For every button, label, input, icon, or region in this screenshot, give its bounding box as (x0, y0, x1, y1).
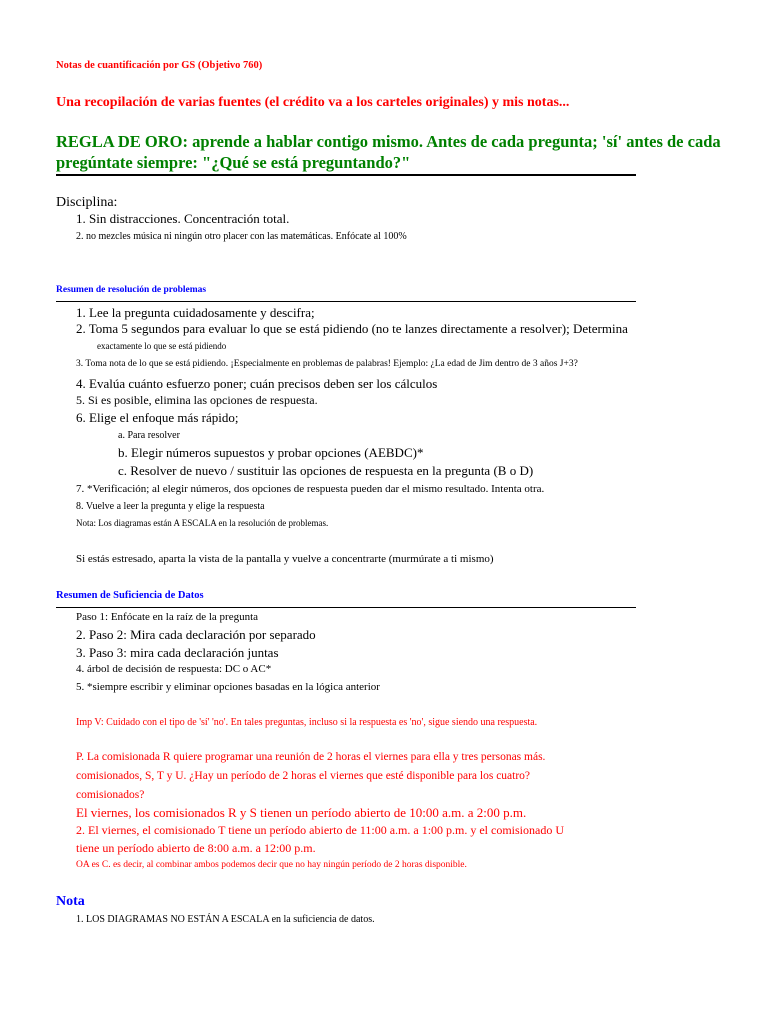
problem-line: comisionados? (76, 789, 145, 801)
discipline-item: 1. Sin distracciones. Concentración total. (76, 211, 290, 226)
problem-solving-subitem: c. Resolver de nuevo / sustituir las opciones de respuesta en la pregunta (B o D) (118, 463, 534, 478)
data-sufficiency-divider (56, 607, 636, 608)
problem-solving-note: Nota: Los diagramas están A ESCALA en la resolución de problemas. (76, 518, 329, 528)
data-sufficiency-heading: Resumen de Suficiencia de Datos (56, 590, 204, 601)
problem-solving-item: 8. Vuelve a leer la pregunta y elige la respuesta (76, 501, 265, 512)
problem-solving-item: 6. Elige el enfoque más rápido; (76, 410, 239, 425)
data-sufficiency-item: 4. árbol de decisión de respuesta: DC o AC* (76, 663, 272, 675)
problem-line: P. La comisionada R quiere programar una reunión de 2 horas el viernes para ella y tres personas más. (76, 751, 546, 763)
header-divider (56, 174, 636, 176)
problem-solving-subitem: b. Elegir números supuestos y probar opciones (AEBDC)* (118, 445, 424, 460)
problem-solving-divider (56, 301, 636, 302)
problem-solving-item-continuation: exactamente lo que se está pidiendo (97, 341, 227, 351)
problem-solving-item: 4. Evalúa cuánto esfuerzo poner; cuán precisos deben ser los cálculos (76, 376, 438, 391)
data-sufficiency-item: 2. Paso 2: Mira cada declaración por separado (76, 627, 316, 642)
problem-solving-item: 3. Toma nota de lo que se está pidiendo. ¡Especialmente en problemas de palabras! Ejemplo: ¿La edad de Jim dentro de 3 años J+3? (76, 359, 578, 369)
data-sufficiency-item: Paso 1: Enfócate en la raíz de la pregunta (76, 611, 259, 623)
small-title: Notas de cuantificación por GS (Objetivo 760) (56, 60, 263, 71)
statement-2: 2. El viernes, el comisionado T tiene un período abierto de 11:00 a.m. a 1:00 p.m. y el comisionado U (76, 823, 565, 837)
statement-2-continuation: tiene un período abierto de 8:00 a.m. a 12:00 p.m. (76, 841, 316, 855)
golden-rule-line-1: REGLA DE ORO: aprende a hablar contigo mismo. Antes de cada pregunta; 'sí' antes de cada (56, 132, 721, 151)
problem-solving-subitem: a. Para resolver (118, 430, 180, 441)
nota-item: 1. LOS DIAGRAMAS NO ESTÁN A ESCALA en la suficiencia de datos. (76, 914, 375, 925)
official-answer: OA es C. es decir, al combinar ambos podemos decir que no hay ningún período de 2 horas disponible. (76, 860, 467, 870)
problem-solving-item: 2. Toma 5 segundos para evaluar lo que se está pidiendo (no te lanzes directamente a resolver); Determina (76, 321, 628, 336)
problem-solving-item: 1. Lee la pregunta cuidadosamente y descifra; (76, 305, 315, 320)
nota-heading: Nota (56, 894, 85, 909)
data-sufficiency-item: 3. Paso 3: mira cada declaración juntas (76, 645, 279, 660)
golden-rule-line-2: pregúntate siempre: "¿Qué se está preguntando?" (56, 153, 411, 172)
discipline-heading: Disciplina: (56, 195, 118, 210)
stress-note: Si estás estresado, aparta la vista de la pantalla y vuelve a concentrarte (murmúrate a ti mismo) (76, 553, 494, 565)
compilation-line: Una recopilación de varias fuentes (el crédito va a los carteles originales) y mis notas... (56, 95, 570, 110)
data-sufficiency-item: 5. *siempre escribir y eliminar opciones basadas en la lógica anterior (76, 681, 380, 693)
problem-solving-heading: Resumen de resolución de problemas (56, 285, 207, 295)
statement-1: El viernes, los comisionados R y S tienen un período abierto de 10:00 a.m. a 2:00 p.m. (76, 805, 527, 820)
important-note: Imp V: Cuidado con el tipo de 'sí' 'no'. En tales preguntas, incluso si la respuesta es 'no', sigue siendo una respuesta. (76, 717, 538, 728)
problem-solving-item: 5. Si es posible, elimina las opciones de respuesta. (76, 393, 318, 407)
discipline-item: 2. no mezcles música ni ningún otro placer con las matemáticas. Enfócate al 100% (76, 231, 407, 242)
problem-line: comisionados, S, T y U. ¿Hay un período de 2 horas el viernes que esté disponible para los cuatro? (76, 770, 531, 782)
problem-solving-item: 7. *Verificación; al elegir números, dos opciones de respuesta pueden dar el mismo resultado. Intenta otra. (76, 483, 545, 495)
